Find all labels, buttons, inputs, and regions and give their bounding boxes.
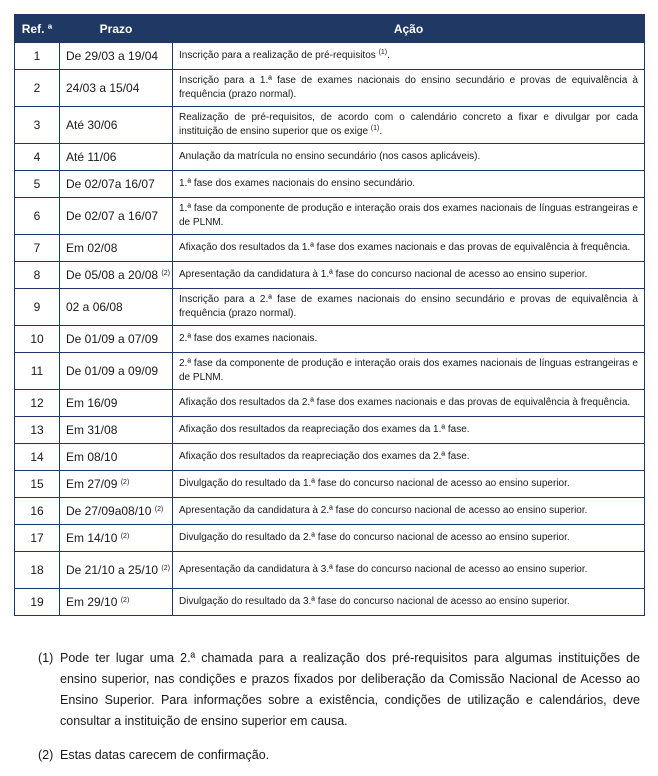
acao-text: Afixação dos resultados da 2.ª fase dos exames nacionais e das provas de equivalência à frequência. — [179, 397, 631, 408]
cell-prazo — [60, 326, 173, 353]
cell-prazo — [60, 107, 173, 144]
table-row — [15, 144, 645, 171]
cell-prazo — [60, 43, 173, 70]
cell-prazo — [60, 353, 173, 390]
prazo-text: De 29/03 a 19/04 — [66, 49, 159, 63]
table-row — [15, 171, 645, 198]
acao-end: . — [387, 50, 390, 61]
cell-prazo — [60, 390, 173, 417]
footnote-ref: (1) — [370, 125, 380, 132]
cell-ref: 4 — [15, 144, 60, 171]
cell-acao — [173, 289, 645, 326]
cell-prazo — [60, 444, 173, 471]
acao-text: 1.ª fase dos exames nacionais do ensino secundário. — [179, 178, 416, 189]
acao-text: Inscrição para a 2.ª fase de exames nacionais do ensino secundário e provas de equivalência à frequência (prazo normal). — [179, 294, 638, 319]
cell-ref: 11 — [15, 353, 60, 390]
cell-ref: 16 — [15, 498, 60, 525]
cell-ref: 12 — [15, 390, 60, 417]
cell-ref: 1 — [15, 43, 60, 70]
acao-text: Realização de pré-requisitos, de acordo com o calendário concreto a fixar e divulgar por cada instituição de ensino superior que os exige — [179, 112, 638, 137]
prazo-text: Em 31/08 — [66, 423, 118, 437]
acao-text: Anulação da matrícula no ensino secundário (nos casos aplicáveis). — [179, 151, 481, 162]
cell-prazo — [60, 262, 173, 289]
table-row — [15, 525, 645, 552]
acao-text: Afixação dos resultados da reapreciação dos exames da 1.ª fase. — [179, 424, 470, 435]
acao-text: Afixação dos resultados da 1.ª fase dos exames nacionais e das provas de equivalência à frequência. — [179, 242, 631, 253]
cell-ref: 3 — [15, 107, 60, 144]
cell-acao — [173, 171, 645, 198]
table-row — [15, 262, 645, 289]
footnote-number: (2) — [38, 748, 54, 762]
table-row — [15, 589, 645, 616]
prazo-text: De 02/07a 16/07 — [66, 177, 155, 191]
table-row — [15, 289, 645, 326]
cell-acao — [173, 43, 645, 70]
cell-ref: 19 — [15, 589, 60, 616]
table-body — [15, 43, 645, 616]
prazo-text: 24/03 a 15/04 — [66, 81, 140, 95]
cell-ref: 9 — [15, 289, 60, 326]
acao-text: Apresentação da candidatura à 3.ª fase do concurso nacional de acesso ao ensino superior. — [179, 564, 588, 575]
prazo-text: De 21/10 a 25/10 — [66, 563, 159, 577]
calendar-table — [14, 14, 645, 616]
prazo-text: Em 02/08 — [66, 241, 118, 255]
prazo-text: De 27/09a08/10 — [66, 504, 152, 518]
table-header-row — [15, 15, 645, 43]
prazo-text: Em 29/10 — [66, 595, 118, 609]
cell-acao — [173, 235, 645, 262]
cell-prazo — [60, 417, 173, 444]
cell-prazo — [60, 289, 173, 326]
footnotes — [40, 648, 640, 766]
table-row — [15, 70, 645, 107]
table-row — [15, 390, 645, 417]
cell-ref: 10 — [15, 326, 60, 353]
cell-prazo — [60, 589, 173, 616]
footnote-text: Estas datas carecem de confirmação. — [60, 748, 270, 762]
table-row — [15, 498, 645, 525]
table-row — [15, 198, 645, 235]
calendar-table-container — [14, 14, 644, 616]
acao-text: Apresentação da candidatura à 1.ª fase do concurso nacional de acesso ao ensino superior. — [179, 269, 588, 280]
footnote-ref: (2) — [161, 270, 170, 277]
prazo-text: Em 14/10 — [66, 531, 118, 545]
cell-acao — [173, 326, 645, 353]
prazo-text: 02 a 06/08 — [66, 300, 123, 314]
cell-acao — [173, 353, 645, 390]
table-row — [15, 444, 645, 471]
prazo-text: Em 08/10 — [66, 450, 118, 464]
cell-acao — [173, 107, 645, 144]
table-row — [15, 326, 645, 353]
cell-ref: 7 — [15, 235, 60, 262]
footnote-number: (1) — [38, 651, 54, 665]
cell-acao — [173, 417, 645, 444]
cell-acao — [173, 589, 645, 616]
footnote-ref: (2) — [154, 506, 164, 513]
cell-prazo — [60, 198, 173, 235]
prazo-text: De 01/09 a 09/09 — [66, 364, 159, 378]
prazo-text: De 05/08 a 20/08 — [66, 268, 159, 282]
table-row — [15, 417, 645, 444]
cell-acao — [173, 498, 645, 525]
cell-ref: 8 — [15, 262, 60, 289]
cell-prazo — [60, 235, 173, 262]
cell-ref: 15 — [15, 471, 60, 498]
cell-acao — [173, 525, 645, 552]
cell-acao — [173, 198, 645, 235]
prazo-text: Até 11/06 — [66, 150, 117, 164]
footnote-ref: (2) — [120, 479, 130, 486]
cell-ref: 17 — [15, 525, 60, 552]
prazo-text: Em 27/09 — [66, 477, 118, 491]
cell-prazo — [60, 471, 173, 498]
table-row — [15, 471, 645, 498]
header-acao: Ação — [173, 15, 645, 43]
table-row — [15, 107, 645, 144]
table-row — [15, 552, 645, 589]
acao-text: 2.ª fase da componente de produção e interação orais dos exames nacionais de línguas estrangeiras e de PLNM. — [179, 358, 638, 383]
acao-text: Divulgação do resultado da 2.ª fase do concurso nacional de acesso ao ensino superior. — [179, 532, 570, 543]
cell-ref: 5 — [15, 171, 60, 198]
acao-text: Inscrição para a realização de pré-requisitos — [179, 50, 376, 61]
table-row — [15, 235, 645, 262]
footnote-ref: (2) — [120, 533, 130, 540]
prazo-text: De 02/07 a 16/07 — [66, 209, 159, 223]
header-prazo: Prazo — [60, 15, 173, 43]
prazo-text: Em 16/09 — [66, 396, 118, 410]
footnote-1 — [40, 648, 640, 732]
cell-prazo — [60, 144, 173, 171]
prazo-text: Até 30/06 — [66, 118, 118, 132]
cell-acao — [173, 471, 645, 498]
header-ref: Ref. ª — [15, 15, 60, 43]
acao-text: 1.ª fase da componente de produção e interação orais dos exames nacionais de línguas estrangeiras e de PLNM. — [179, 203, 638, 228]
cell-acao — [173, 444, 645, 471]
cell-ref: 6 — [15, 198, 60, 235]
cell-acao — [173, 144, 645, 171]
footnote-2 — [40, 745, 640, 766]
cell-prazo — [60, 70, 173, 107]
cell-ref: 2 — [15, 70, 60, 107]
cell-ref: 18 — [15, 552, 60, 589]
cell-prazo — [60, 498, 173, 525]
cell-ref: 13 — [15, 417, 60, 444]
cell-acao — [173, 70, 645, 107]
cell-acao — [173, 390, 645, 417]
cell-acao — [173, 552, 645, 589]
acao-text: Divulgação do resultado da 3.ª fase do concurso nacional de acesso ao ensino superior. — [179, 596, 570, 607]
footnote-text: Pode ter lugar uma 2.ª chamada para a realização dos pré-requisitos para algumas instituições de ensino superior, nas condições e prazos fixados por deliberação da Comissão Nacional de Acesso ao Ensino Superior. Para informações sobre a existência, condições de utilização e calendários, deve consultar a instituição de ensino superior em causa. — [60, 651, 640, 728]
prazo-text: De 01/09 a 07/09 — [66, 332, 159, 346]
acao-text: Inscrição para a 1.ª fase de exames nacionais do ensino secundário e provas de equivalência à frequência (prazo normal). — [179, 75, 638, 100]
cell-prazo — [60, 552, 173, 589]
cell-ref: 14 — [15, 444, 60, 471]
cell-acao — [173, 262, 645, 289]
table-row — [15, 353, 645, 390]
footnote-ref: (2) — [161, 565, 170, 572]
footnote-ref: (1) — [378, 49, 388, 56]
acao-text: Afixação dos resultados da reapreciação dos exames da 2.ª fase. — [179, 451, 470, 462]
table-row — [15, 43, 645, 70]
cell-prazo — [60, 525, 173, 552]
acao-text: Apresentação da candidatura à 2.ª fase do concurso nacional de acesso ao ensino superior. — [179, 505, 588, 516]
acao-text: Divulgação do resultado da 1.ª fase do concurso nacional de acesso ao ensino superior. — [179, 478, 570, 489]
acao-text: 2.ª fase dos exames nacionais. — [179, 333, 318, 344]
footnote-ref: (2) — [120, 597, 130, 604]
cell-prazo — [60, 171, 173, 198]
acao-end: . — [379, 126, 383, 137]
